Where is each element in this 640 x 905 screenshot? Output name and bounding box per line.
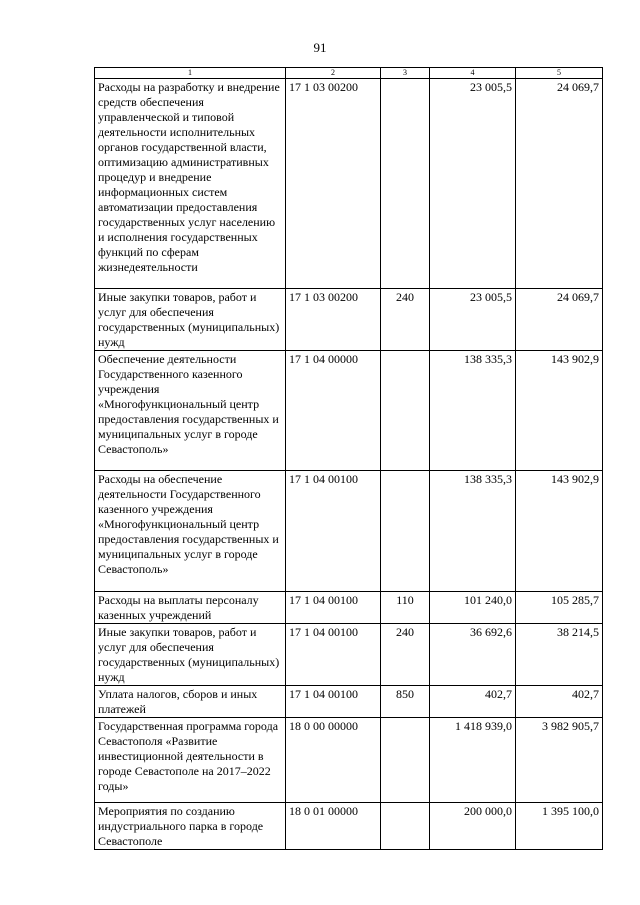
row-value-col5: 3 982 905,7	[516, 718, 603, 803]
row-value-col5: 38 214,5	[516, 624, 603, 686]
row-name: Иные закупки товаров, работ и услуг для обеспечения государственных (муниципальных) нужд	[95, 289, 286, 351]
row-name: Обеспечение деятельности Государственного казенного учреждения «Многофункциональный центр предоставления государственных и муниципальных услуг в городе Севастополь»	[95, 351, 286, 471]
column-number-2: 2	[286, 68, 381, 79]
row-value-col5: 1 395 100,0	[516, 803, 603, 850]
row-expense-kind	[381, 803, 430, 850]
row-value-col4: 101 240,0	[430, 592, 516, 624]
row-value-col5: 143 902,9	[516, 471, 603, 592]
row-value-col4: 36 692,6	[430, 624, 516, 686]
row-name: Государственная программа города Севастополя «Развитие инвестиционной деятельности в городе Севастополе на 2017–2022 годы»	[95, 718, 286, 803]
row-target-code: 18 0 01 00000	[286, 803, 381, 850]
row-expense-kind: 240	[381, 624, 430, 686]
column-number-3: 3	[381, 68, 430, 79]
row-value-col4: 138 335,3	[430, 351, 516, 471]
row-expense-kind	[381, 79, 430, 289]
row-value-col5: 24 069,7	[516, 289, 603, 351]
column-number-5: 5	[516, 68, 603, 79]
row-target-code: 17 1 04 00000	[286, 351, 381, 471]
row-value-col5: 24 069,7	[516, 79, 603, 289]
column-number-4: 4	[430, 68, 516, 79]
row-name: Уплата налогов, сборов и иных платежей	[95, 686, 286, 718]
table-row	[95, 471, 603, 592]
row-value-col4: 200 000,0	[430, 803, 516, 850]
column-number-1: 1	[95, 68, 286, 79]
row-target-code: 17 1 04 00100	[286, 624, 381, 686]
row-target-code: 17 1 03 00200	[286, 79, 381, 289]
row-name: Расходы на выплаты персоналу казенных учреждений	[95, 592, 286, 624]
column-number-row	[95, 68, 603, 79]
row-expense-kind: 240	[381, 289, 430, 351]
table-row	[95, 592, 603, 624]
row-target-code: 18 0 00 00000	[286, 718, 381, 803]
table-row	[95, 686, 603, 718]
row-name: Иные закупки товаров, работ и услуг для обеспечения государственных (муниципальных) нужд	[95, 624, 286, 686]
row-target-code: 17 1 03 00200	[286, 289, 381, 351]
row-expense-kind	[381, 471, 430, 592]
page-number: 91	[313, 40, 327, 55]
table-row	[95, 351, 603, 471]
row-name: Расходы на разработку и внедрение средств обеспечения управленческой и типовой деятельности исполнительных органов государственной власти, оптимизацию административных процедур и внедрение информационных систем автоматизации предоставления государственных услуг населению и исполнения государственных функций по сферам жизнедеятельности	[95, 79, 286, 289]
row-name: Мероприятия по созданию индустриального парка в городе Севастополе	[95, 803, 286, 850]
row-value-col4: 1 418 939,0	[430, 718, 516, 803]
table-row	[95, 803, 603, 850]
row-value-col5: 105 285,7	[516, 592, 603, 624]
row-target-code: 17 1 04 00100	[286, 592, 381, 624]
table-row	[95, 718, 603, 803]
row-target-code: 17 1 04 00100	[286, 686, 381, 718]
row-target-code: 17 1 04 00100	[286, 471, 381, 592]
row-value-col5: 402,7	[516, 686, 603, 718]
row-value-col5: 143 902,9	[516, 351, 603, 471]
row-name: Расходы на обеспечение деятельности Государственного казенного учреждения «Многофункциональный центр предоставления государственных и муниципальных услуг в городе Севастополь»	[95, 471, 286, 592]
table-row	[95, 624, 603, 686]
budget-table	[94, 67, 603, 850]
row-expense-kind	[381, 351, 430, 471]
row-expense-kind	[381, 718, 430, 803]
row-value-col4: 23 005,5	[430, 289, 516, 351]
row-value-col4: 138 335,3	[430, 471, 516, 592]
table-row	[95, 79, 603, 289]
table-row	[95, 289, 603, 351]
row-expense-kind: 850	[381, 686, 430, 718]
row-value-col4: 402,7	[430, 686, 516, 718]
row-expense-kind: 110	[381, 592, 430, 624]
row-value-col4: 23 005,5	[430, 79, 516, 289]
